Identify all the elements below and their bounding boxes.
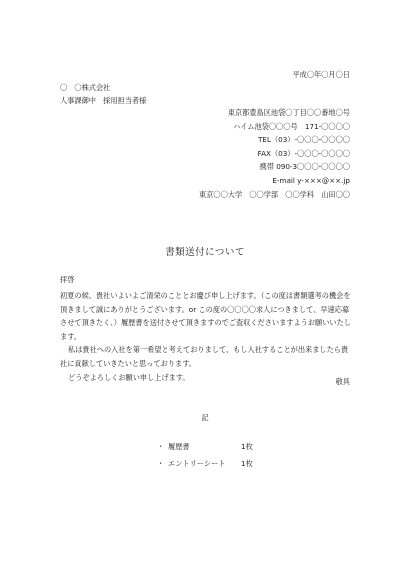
body-line: させて頂きたく、）履歴書を送付させて頂きますのでご査収くださいますようお願いいたし (60, 318, 351, 328)
body-line: ます。 (60, 331, 81, 341)
enclosure-list (157, 438, 253, 472)
enclosure-name: 履歴書 (168, 442, 190, 451)
closing-remark: 敬具 (335, 377, 350, 386)
enclosure-item (157, 438, 253, 455)
enclosure-count: 1枚 (241, 442, 253, 451)
letter-body (60, 289, 360, 384)
sender-mobile: 携帯 090-3〇〇〇-〇〇〇〇 (259, 162, 350, 172)
sender-fax: FAX（03）-〇〇〇-〇〇〇〇 (257, 148, 350, 158)
body-line: どうぞよろしくお願い申し上げます。 (68, 372, 190, 382)
sender-email: E-mail y-×××@××.jp (272, 175, 350, 185)
document-title: 書類送付について (165, 247, 245, 258)
sender-name: 東京〇〇大学 〇〇学部 〇〇学科 山田〇〇 (199, 189, 350, 199)
bullet-icon: ・ (157, 459, 165, 468)
enclosure-item (157, 455, 253, 472)
body-line: 初夏の候、貴社いよいよご清栄のこととお慶び申し上げます。（この度は書類選考の機会を (60, 291, 351, 300)
recipient-department: 人事課御中 採用担当者様 (60, 96, 147, 105)
enclosure-name: エントリーシート (168, 459, 226, 468)
salutation: 拝啓 (60, 275, 75, 284)
body-line: 私は貴社への入社を第一希望と考えておりまして、もし入社することが出来ましたら貴 (68, 345, 349, 355)
enclosure-count: 1枚 (241, 459, 253, 468)
letter-date: 平成〇年〇月〇日 (292, 70, 350, 79)
enclosure-heading: 記 (201, 413, 209, 422)
sender-block (199, 106, 350, 201)
recipient-company: 〇 〇株式会社 (60, 83, 111, 92)
sender-address: 東京都豊島区池袋〇丁目〇〇番地〇号 (227, 108, 350, 117)
sender-building: ハイム池袋〇〇〇号 171-〇〇〇〇 (233, 121, 350, 131)
body-line: 社に貢献していきたいと思っております。 (60, 358, 196, 368)
body-line: 頂きまして誠にありがとうございます。or この度の〇〇〇〇求人につきまして、早速応募 (60, 304, 350, 314)
bullet-icon: ・ (157, 442, 165, 451)
sender-tel: TEL（03）-〇〇〇-〇〇〇〇 (258, 135, 350, 145)
